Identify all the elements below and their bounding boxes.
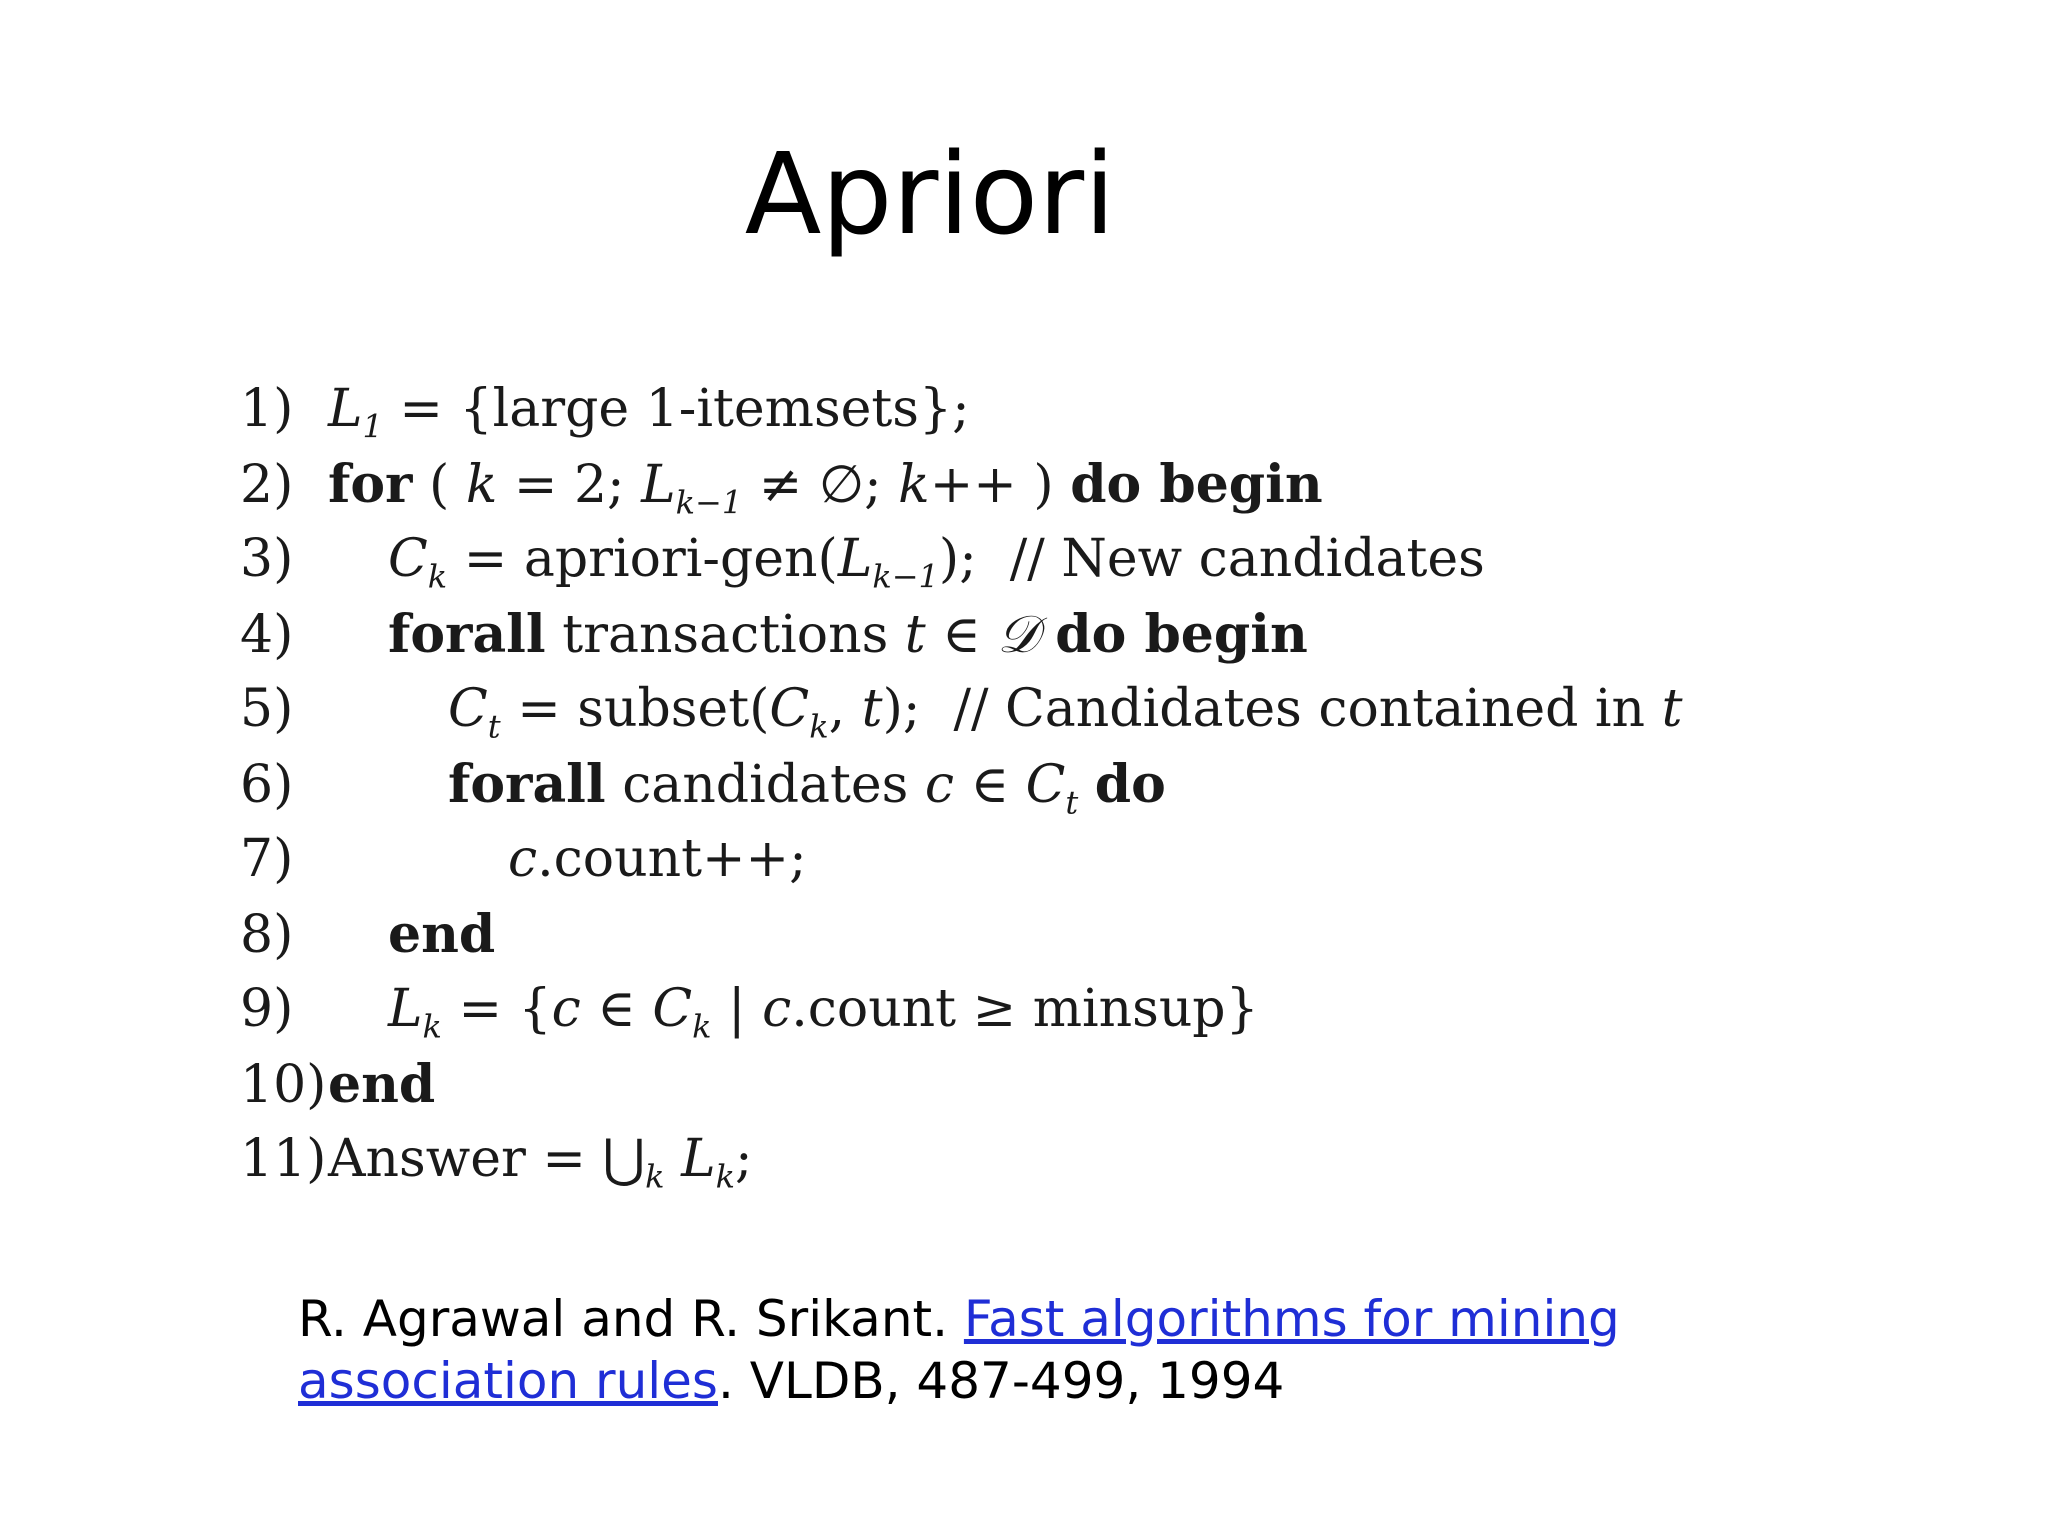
line-number: 8) (240, 905, 294, 965)
line-number: 9) (240, 979, 294, 1039)
code-line-4: 4) forall transactions t ∈ 𝒟 do begin (240, 597, 1700, 672)
line-number: 1) (240, 379, 294, 439)
line-number: 3) (240, 529, 294, 589)
code-line-11: 11)Answer = $⋃_k$ $L_k$; (240, 1122, 1700, 1197)
line-number: 5) (240, 679, 294, 739)
code-line-8: 8) end (240, 897, 1700, 972)
code-line-9: 9) $L_k = \{c$ ∈ $C_k$ | c.count ≥ minsup} (240, 972, 1700, 1047)
line-number: 2) (240, 455, 294, 515)
line-number: 10) (240, 1055, 327, 1115)
code-line-10: 10)end (240, 1047, 1700, 1122)
line-number: 11) (240, 1129, 327, 1189)
code-line-5: 5) $C_t$ = $subset(C_k$, t); // Candidates contained in t (240, 672, 1700, 747)
slide-title: Apriori (744, 130, 1116, 260)
paper-link[interactable]: Fast algorithms for mining association rules (298, 1290, 1620, 1410)
apriori-pseudocode (240, 372, 1700, 1197)
citation (298, 1288, 1898, 1412)
code-line-6: 6) forall candidates c ∈ $C_t$ do (240, 747, 1700, 822)
line-number: 7) (240, 829, 294, 889)
code-line-1: 1) $L_1$ = {large 1-itemsets}; (240, 372, 1700, 447)
citation-venue: . VLDB, 487-499, 1994 (717, 1352, 1285, 1410)
code-line-2: 2) for ( k = 2; $L_{k-1}$ ≠ ∅; k++ ) do begin (240, 447, 1700, 522)
code-line-7: 7) c.count++; (240, 822, 1700, 897)
code-line-3: 3) $C_k$ = apriori-$gen(L_{k-1})$; // New candidates (240, 522, 1700, 597)
line-number: 6) (240, 755, 294, 815)
citation-authors: R. Agrawal and R. Srikant. (298, 1290, 964, 1348)
line-number: 4) (240, 605, 294, 665)
